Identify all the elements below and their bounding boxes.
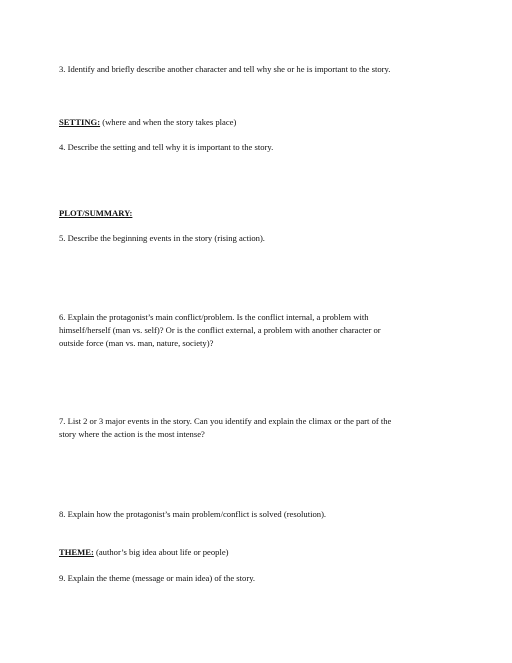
question-6-line-2: himself/herself (man vs. self)? Or is the conflict external, a problem with another character or: [59, 325, 381, 335]
question-6-line-3: outside force (man vs. man, nature, society)?: [59, 338, 214, 348]
question-4-text: 4. Describe the setting and tell why it is important to the story.: [59, 142, 274, 152]
plot-section-heading: [59, 207, 459, 220]
question-9-text: 9. Explain the theme (message or main idea) of the story.: [59, 573, 256, 583]
question-7-line-2: story where the action is the most intense?: [59, 429, 205, 439]
setting-heading-note: (where and when the story takes place): [100, 117, 237, 127]
question-7-line-1: 7. List 2 or 3 major events in the story. Can you identify and explain the climax or the part of the: [59, 416, 392, 426]
question-8-text: 8. Explain how the protagonist’s main problem/conflict is solved (resolution).: [59, 509, 327, 519]
theme-heading-note: (author’s big idea about life or people): [93, 547, 229, 557]
question-3: [59, 63, 459, 76]
question-6: [59, 311, 459, 350]
theme-heading-label: THEME:: [59, 547, 94, 557]
setting-section-heading: [59, 116, 459, 129]
question-9: [59, 572, 459, 585]
setting-heading-label: SETTING:: [59, 117, 101, 127]
question-5: [59, 232, 459, 245]
question-5-text: 5. Describe the beginning events in the story (rising action).: [59, 233, 265, 243]
question-4: [59, 141, 459, 154]
theme-section-heading: [59, 546, 459, 559]
plot-heading-label: PLOT/SUMMARY:: [59, 208, 133, 218]
question-3-text: 3. Identify and briefly describe another character and tell why she or he is important to the story.: [59, 64, 391, 74]
question-7: [59, 415, 459, 441]
question-6-line-1: 6. Explain the protagonist’s main conflict/problem. Is the conflict internal, a problem with: [59, 312, 369, 322]
question-8: [59, 508, 459, 521]
